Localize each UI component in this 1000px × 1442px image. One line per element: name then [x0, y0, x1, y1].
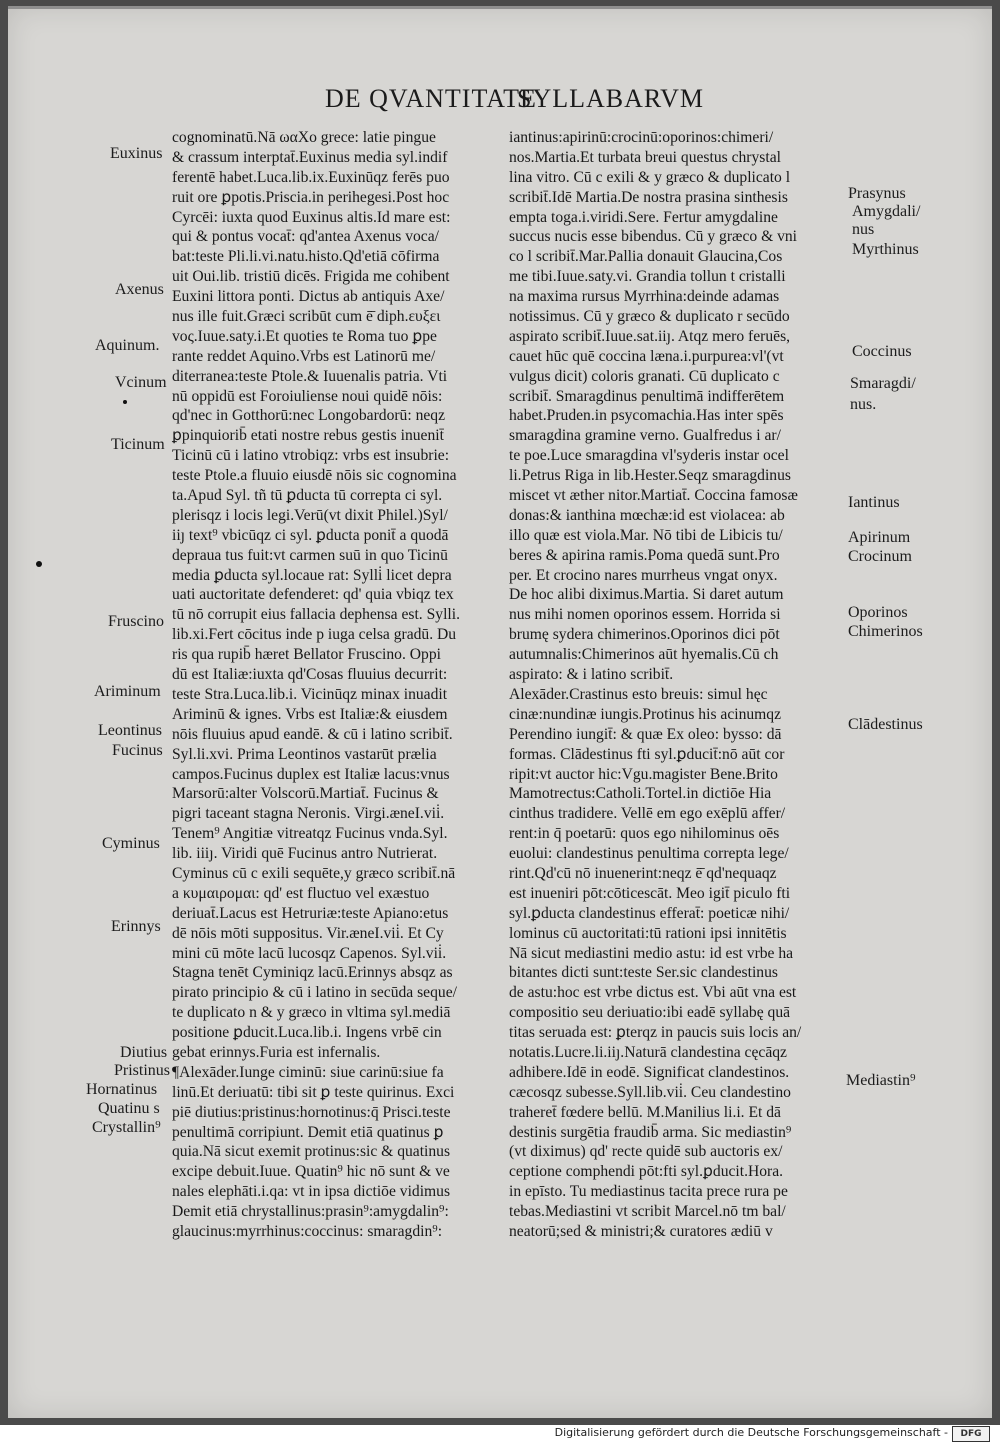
text-line: empta toga.i.viridi.Sere. Fertur amygdaline	[509, 208, 778, 226]
text-line: Cyrcēi: iuxta quod Euxinus altis.Id mare est:	[172, 208, 451, 226]
text-line: excipe debuit.Iuue. Quatin⁹ hic nō sunt & ve	[172, 1163, 450, 1181]
text-line: habet.Pruden.in psycomachia.Has inter spēs	[509, 407, 784, 425]
text-line: glaucinus:myrrhinus:coccinus: smaragdin⁹:	[172, 1222, 443, 1240]
margin-note: Iantinus	[848, 494, 900, 511]
text-line: me tibi.Iuue.saty.vi. Grandia tollun t cristalli	[509, 268, 786, 286]
text-line: ceptione comphendi pōt:fti syl.ꝑducit.Hora.	[509, 1163, 784, 1181]
text-line: notatis.Lucre.li.iiȷ.Naturā clandestina cęcāqz	[509, 1043, 787, 1061]
text-line: ¶Alexāder.Iunge ciminū: siue carinū:siue fa	[172, 1063, 444, 1081]
funding-notice: Digitalisierung gefördert durch die Deutsche Forschungsgemeinschaft -	[554, 1426, 948, 1439]
text-line: lina vitro. Cū c exili & y græco & duplicato l	[509, 168, 791, 186]
text-line: nus ille fuit.Græci scribūt cum ē̄ diph.ευξει	[172, 308, 441, 326]
text-line: bat:teste Pli.li.vi.natu.histo.Qd'etiā cōfirma	[172, 248, 440, 266]
running-head-right: SYLLABARVM	[517, 84, 705, 113]
text-line: positione ꝑducit.Luca.lib.i. Ingens vrbē cin	[172, 1024, 442, 1042]
running-head	[305, 84, 705, 120]
margin-note: Oporinos	[848, 604, 908, 621]
margin-note: Myrthinus	[852, 241, 919, 258]
margin-note: Crocinum	[848, 548, 912, 565]
text-line: linū.Et deriuatū: tibi sit ꝑ teste quirinus. Exci	[172, 1083, 455, 1101]
text-line: Perendino iungit̄: & quæ Ex oleo: bysso: dā	[509, 725, 782, 743]
text-line: de astu:hoc est vrbe dictus est. Vbi aūt vna est	[509, 984, 797, 1002]
text-line: ferentē habet.Luca.lib.ix.Euxinūqz ferēs puo	[172, 168, 450, 186]
text-line: iiȷ text⁹ vbicūqz ci syl. ꝑducta ponit̄ a quodā	[172, 526, 449, 544]
text-line: qui & pontus vocat̄: qd'antea Axenus voca/	[172, 228, 439, 246]
text-line: miscet vt æther nitor.Martiat̄. Coccina famosæ	[509, 487, 798, 505]
text-line: & crassum interptat̄.Euxinus media syl.indif	[172, 148, 448, 166]
text-line: vulgus dicit) coloris granati. Cū duplicato c	[509, 367, 780, 385]
text-line: li.Petrus Riga in lib.Hester.Seqz smaragdinus	[509, 467, 791, 485]
text-line: cauet hūc quē coccina læna.i.purpurea:vl'(vt	[509, 347, 784, 365]
text-line: lib. iiiȷ. Viridi quē Fucinus antro Nutrierat.	[172, 845, 438, 863]
text-line: Stagna tenēt Cyminiqz lacū.Erinnys absqz as	[172, 964, 453, 982]
text-line: cinæ:nundinæ iungis.Protinus his acinumqz	[509, 705, 782, 723]
margin-note: Ariminum	[94, 683, 161, 700]
text-line: Alexāder.Crastinus esto breuis: simul hęc	[509, 685, 768, 703]
page-top-edge	[8, 6, 992, 9]
text-line: gebat erinnys.Furia est infernalis.	[172, 1043, 381, 1061]
text-line: nū oppidū est Foroiuliense noui quidē nōis:	[172, 387, 443, 405]
margin-note: Axenus	[115, 281, 164, 298]
margin-note: Diutius	[120, 1044, 168, 1061]
margin-note: Clādestinus	[848, 716, 923, 733]
text-line: (vt diximus) qd' recte quidē sub auctoris ex/	[509, 1143, 783, 1161]
text-line: lominus cū auctoritati:tū rationi ipsi innitētis	[509, 924, 787, 942]
text-line: penultimā corripiunt. Demit etiā quatinus ꝑ	[172, 1123, 444, 1141]
text-line: Tenem⁹ Angitiæ vitreatqz Fucinus vnda.Syl.	[172, 825, 448, 843]
margin-note: Cyminus	[102, 835, 160, 852]
text-line: Syl.li.xvi. Prima Leontinos vastarūt prælia	[172, 745, 437, 763]
text-line: co l scribit̄.Mar.Pallia donauit Glaucina,Cos	[509, 248, 783, 266]
text-line: nōis fluuius apud eandē. & cū i latino scribit̄.	[172, 725, 453, 743]
text-line: beres & apirina ramis.Poma quedā sunt.Pro	[509, 546, 780, 564]
margin-note: nus.	[850, 396, 877, 413]
margin-note: Aquinum.	[95, 337, 160, 354]
text-line: donas:& ianthina mœchæ:id est violacea: ab	[509, 506, 785, 524]
text-line: rent:in q̄ poetarū: quos ego nihilominus oēs	[509, 825, 780, 843]
dfg-logo: DFG	[952, 1426, 990, 1442]
text-line: brumę sydera chimerinos.Oporinos dici pōt	[509, 626, 780, 644]
text-line: deriuat̄.Lacus est Hetruriæ:teste Apiano:etus	[172, 904, 449, 922]
text-line: nales elephāti.i.qa: vt in ipsa dictiōe vidimus	[172, 1183, 451, 1201]
text-line: Mamotrectus:Catholi.Tortel.in dictiōe Hia	[509, 785, 772, 803]
margin-note: Coccinus	[852, 343, 912, 360]
text-line: te poe.Luce smaragdina vl'syderis instar ocel	[509, 447, 789, 465]
text-line: quia.Nā sicut exemit protinus:sic & quatinus	[172, 1143, 451, 1161]
text-line: destinis surgētia fraudib̄ arma. Sic mediastin⁹	[509, 1123, 792, 1141]
text-line: campos.Fucinus duplex est Italiæ lacus:vnus	[172, 765, 450, 783]
margin-note: Vcinum	[115, 374, 167, 391]
footer-bar	[0, 1425, 1000, 1442]
text-line: depraua tus fuit:vt carmen suū in quo Ticinū	[172, 546, 448, 564]
text-line: cognominatū.Nā ωαΧο grece: latie pingue	[172, 129, 436, 146]
text-line: ris qua rupib̄ hæret Bellator Fruscino. Oppi	[172, 646, 441, 664]
text-line: uit Oui.lib. tristiū dicēs. Frigida me cohibent	[172, 268, 450, 286]
running-head-left: DE QVANTITATE	[325, 84, 537, 113]
margin-note: Smaragdi/	[850, 375, 916, 392]
margin-note: Fruscino	[108, 613, 164, 630]
margin-note: Apirinum	[848, 529, 911, 546]
margin-note: nus	[852, 221, 875, 238]
text-line: Nā sicut mediastini medio astu: id est vrbe ha	[509, 944, 794, 962]
text-line: Marsorū:alter Volscorū.Martiat̄. Fucinus &	[172, 785, 439, 803]
text-line: adhibere.Idē in eodē. Significat clandestinos.	[509, 1063, 790, 1081]
text-line: pirato principio & cū i latino in secūda seque/	[172, 984, 457, 1002]
margin-note: Euxinus	[110, 145, 163, 162]
text-line: lib.xi.Fert cōcitus inde p iuga celsa gradū. Du	[172, 626, 457, 644]
text-line: notissimus. Cū y græco & duplicato r secūdo	[509, 308, 790, 326]
text-line: na maxima rursus Myrrhina:deinde adamas	[509, 288, 780, 306]
text-line: per. Et crocino nares murrheus vngat onyx.	[509, 566, 778, 584]
ink-dot	[36, 561, 42, 567]
text-line: te duplicato n & y græco in vltima syl.mediā	[172, 1004, 451, 1022]
margin-note: Mediastin⁹	[846, 1072, 916, 1089]
text-line: rante reddet Aquino.Vrbs est Latinorū me/	[172, 347, 436, 365]
text-line: neatorū;sed & ministri;& curatores ædiū v	[509, 1222, 773, 1240]
text-line: ruit ore ꝑpotis.Priscia.in perihegesi.Post hoc	[172, 188, 450, 206]
text-line: ꝑpinquiorib̄ etati nostre rebus gestis inuenit̄	[172, 427, 444, 445]
text-line: cæcosqz subesse.Syll.lib.vii̇. Ceu clandestino	[509, 1083, 791, 1101]
text-line: piē diutius:pristinus:hornotinus:q̄ Prisci.teste	[172, 1103, 451, 1121]
text-line: Euxini littora ponti. Dictus ab antiquis Axe/	[172, 288, 445, 306]
margin-note: Pristinus	[114, 1062, 171, 1079]
text-line: ta.Apud Syl. tñ tū ꝑducta tū correpta ci syl.	[172, 487, 443, 505]
text-line: Demit etiā chrystallinus:prasin⁹:amygdalin⁹:	[172, 1203, 449, 1221]
text-line: Ariminū & ignes. Vrbs est Italiæ:& eiusdem	[172, 705, 448, 723]
margin-note: Hornatinus	[86, 1081, 158, 1098]
text-line: Cyminus cū c exili sequēte,y græco scribit̄.nā	[172, 864, 456, 882]
text-line: pigri taceant stagna Neronis. Virgi.æneI.vii̇.	[172, 805, 445, 823]
text-line: aspirato scribit̄.Iuue.sat.iiȷ. Atqz mero feruēs,	[509, 327, 791, 345]
text-line: iantinus:apirinū:crocinū:oporinos:chimeri/	[509, 129, 774, 146]
text-line: euolui: clandestinus penultima correpta lege/	[509, 845, 789, 863]
text-line: est inueniri pōt:cōticescāt. Meo igit̄ piculo fti	[509, 884, 791, 902]
text-line: a κυμαιρομαι: qd' est fluctuo vel exæstuo	[172, 884, 430, 902]
text-line: uati auctoritate defenderet: qd' quia vbiqz tex	[172, 586, 454, 604]
text-line: illo quæ est viola.Mar. Nō tibi de Libicis tu/	[509, 526, 783, 544]
text-line: rint.Qd'cū nō inuenerint:neqz ē̄ qd'nequaqz	[509, 864, 777, 882]
text-line: scribit̄. Smaragdinus penultimā indifferētem	[509, 387, 785, 405]
text-line: teste Ptole.a fluuio eiusdē nōis sic cognomina	[172, 467, 457, 485]
text-line: aspirato: & i latino scribit̄.	[509, 666, 674, 684]
text-line: mini cū mōte lacū lucosqz Capenos. Syl.vii̇.	[172, 944, 447, 962]
text-line: cinthus tradidere. Vellē em ego exēplū affer/	[509, 805, 786, 823]
margin-note: Crystallin⁹	[92, 1119, 161, 1136]
margin-note: Leontinus	[98, 722, 162, 739]
margin-note: Amygdali/	[852, 203, 921, 220]
text-line: scribit̄.Idē Martia.De nostra prasina sinthesis	[509, 188, 788, 206]
text-line: teste Stra.Luca.lib.i. Vicinūqz minax inuadit	[172, 685, 448, 703]
text-line: titas seruada est: ꝑterqz in paucis suis locis an/	[509, 1024, 802, 1042]
ink-dot	[123, 400, 127, 404]
right-text-column	[509, 128, 847, 1240]
margin-note: Erinnys	[111, 918, 161, 935]
text-line: ripit:vt auctor hic:Vgu.magister Bene.Brito	[509, 765, 778, 783]
margin-note: Quatinu s	[98, 1100, 160, 1117]
text-line: voς.Iuue.saty.i.Et quoties te Roma tuo ꝑpe	[172, 327, 437, 345]
text-line: succus nucis esse bibendus. Cū y græco & vni	[509, 228, 798, 246]
text-line: diterranea:teste Ptole.& Iuuenalis patria. Vti	[172, 367, 448, 385]
text-line: autumnalis:Chimerinos aūt hyemalis.Cū ch	[509, 646, 779, 664]
text-line: Ticinū cū i latino vtrobiqz: vrbs est insubrie:	[172, 447, 450, 465]
text-line: bitantes dicti sunt:teste Ser.sic clandestinus	[509, 964, 778, 982]
text-line: tebas.Mediastini vt scribit Marcel.nō tm bal/	[509, 1203, 786, 1221]
text-line: De hoc alibi diximus.Martia. Si daret autum	[509, 586, 784, 604]
text-line: syl.ꝑducta clandestinus efferat̄: poeticæ nihi/	[509, 904, 790, 922]
left-text-column	[172, 128, 510, 1240]
margin-note: Ticinum	[111, 436, 165, 453]
text-line: in epīsto. Tu mediastinus tacita prece rura pe	[509, 1183, 788, 1201]
text-line: compositio seu deriuatio:ibi eadē syllabę quā	[509, 1004, 791, 1022]
text-line: nos.Martia.Et turbata breui questus chrystal	[509, 148, 781, 166]
text-line: nus mihi nomen oporinos essem. Horrida si	[509, 606, 781, 624]
margin-note: Chimerinos	[848, 623, 923, 640]
margin-note: Prasynus	[848, 185, 906, 202]
text-line: formas. Clādestinus fti syl.ꝑducit̄:nō aūt cor	[509, 745, 785, 763]
text-line: plerisqz i locis legi.Verū(vt dixit Philel.)Syl/	[172, 506, 448, 524]
text-line: media ꝑducta syl.locaue rat: Sylli̇ licet depra	[172, 566, 452, 584]
text-line: traheret̄ fœdere bellū. M.Manilius li.i. Et dā	[509, 1103, 781, 1121]
text-line: qd'nec in Gotthorū:nec Longobardorū: neqz	[172, 407, 446, 425]
text-line: tū nō corrupit eius fallacia dephensa est. Sylli.	[172, 606, 460, 624]
text-line: smaragdina gramine verno. Gualfredus i ar/	[509, 427, 781, 445]
margin-note: Fucinus	[112, 742, 163, 759]
text-line: dū est Italiæ:iuxta qd'Cosas fluuius decurrit:	[172, 666, 448, 684]
text-line: dē nōis mōti suppositus. Vir.æneI.vii̇. Et Cy	[172, 924, 444, 942]
